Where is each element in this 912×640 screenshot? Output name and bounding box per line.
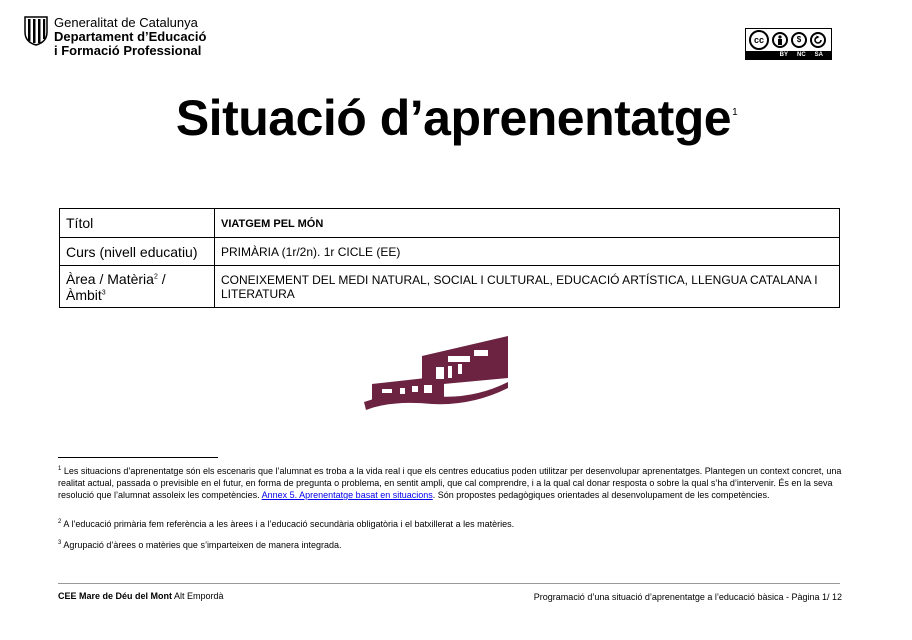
area-label-b: / Àmbit bbox=[66, 270, 166, 303]
footnote-2-num: 2 bbox=[58, 519, 62, 525]
org-name bbox=[54, 16, 206, 58]
title-value-text: VIATGEM PEL MÓN bbox=[221, 218, 324, 230]
cc-label-nc: NC bbox=[796, 52, 806, 58]
annex-5-link[interactable]: Annex 5. Aprenentatge basat en situacions bbox=[261, 490, 433, 500]
area-label bbox=[60, 266, 215, 308]
footnote-1-num: 1 bbox=[58, 466, 62, 472]
table-row bbox=[60, 266, 840, 308]
footnote-3 bbox=[58, 537, 848, 551]
cc-labels bbox=[746, 51, 831, 59]
footnote-1-text: Les situacions d’aprenentatge són els escenaris que l’alumnat es troba a la vida real i que els centres educatius poden utilitzar per desenvolupar aprenentatges. Plantegen un context concret, una realitat actual, passada o previsible en el futur, en forma de pregunta o problema, en sentit ampli, que cal comprendre, i a la qual cal donar resposta o sobre la qual s’ha d’intervenir. És en la seva resolució que l’alumnat assoleix les competències. bbox=[58, 466, 842, 500]
course-label: Curs (nivell educatiu) bbox=[60, 238, 215, 266]
area-value: CONEIXEMENT DEL MEDI NATURAL, SOCIAL I CULTURAL, EDUCACIÓ ARTÍSTICA, LLENGUA CATALANA I LITERATURA bbox=[215, 266, 840, 308]
by-person-icon bbox=[772, 32, 788, 48]
footer-page-info: Programació d’una situació d’aprenentatge a l’educació bàsica - Pàgina 1/ 12 bbox=[533, 592, 842, 602]
footnote-2 bbox=[58, 516, 848, 530]
sa-share-alike-icon bbox=[810, 32, 826, 48]
cc-icons bbox=[746, 29, 831, 50]
course-value: PRIMÀRIA (1r/2n). 1r CICLE (EE) bbox=[215, 238, 840, 266]
org-line-1: Generalitat de Catalunya bbox=[54, 15, 198, 30]
footnote-3-text: Agrupació d’àrees o matèries que s’imparteixen de manera integrada. bbox=[63, 540, 342, 550]
footnote-3-num: 3 bbox=[58, 540, 62, 546]
footnote-2-text: A l’educació primària fem referència a les àrees i a l’educació secundària obligatòria i el batxillerat a les matèries. bbox=[63, 519, 515, 529]
title-text: Situació d’aprenentatge bbox=[175, 90, 732, 146]
generalitat-logo bbox=[24, 16, 234, 62]
footer-school-name: CEE Mare de Déu del Mont bbox=[58, 591, 173, 601]
footer-school bbox=[58, 591, 224, 601]
org-line-2: Departament d’Educació bbox=[54, 29, 207, 44]
nc-dollar-icon: $ bbox=[791, 32, 807, 48]
footnote-1-text-end: . Són propostes pedagògiques orientades al desenvolupament de les competències. bbox=[432, 490, 770, 500]
area-sup-2[interactable]: 2 bbox=[153, 272, 158, 280]
area-sup-3[interactable]: 3 bbox=[101, 288, 106, 296]
area-label-a: Àrea / Matèria bbox=[66, 270, 154, 287]
table-row bbox=[60, 238, 840, 266]
table-row bbox=[60, 209, 840, 238]
page-title bbox=[0, 86, 912, 165]
catalonia-emblem-icon bbox=[24, 16, 48, 46]
title-footnote-ref[interactable]: 1 bbox=[732, 107, 738, 118]
org-line-3: i Formació Professional bbox=[54, 43, 202, 58]
footer-school-location: Alt Empordà bbox=[172, 591, 224, 601]
info-table bbox=[59, 208, 840, 308]
cc-label-sa: SA bbox=[814, 52, 823, 58]
cc-icon: cc bbox=[749, 30, 769, 50]
footer-separator bbox=[58, 583, 840, 584]
cc-label-by: BY bbox=[779, 52, 788, 58]
footnote-1 bbox=[58, 463, 848, 501]
title-value bbox=[215, 209, 840, 238]
cc-license-badge[interactable] bbox=[745, 28, 832, 60]
footnote-separator bbox=[58, 457, 218, 458]
school-building-logo bbox=[362, 334, 510, 414]
title-label: Títol bbox=[60, 209, 215, 238]
